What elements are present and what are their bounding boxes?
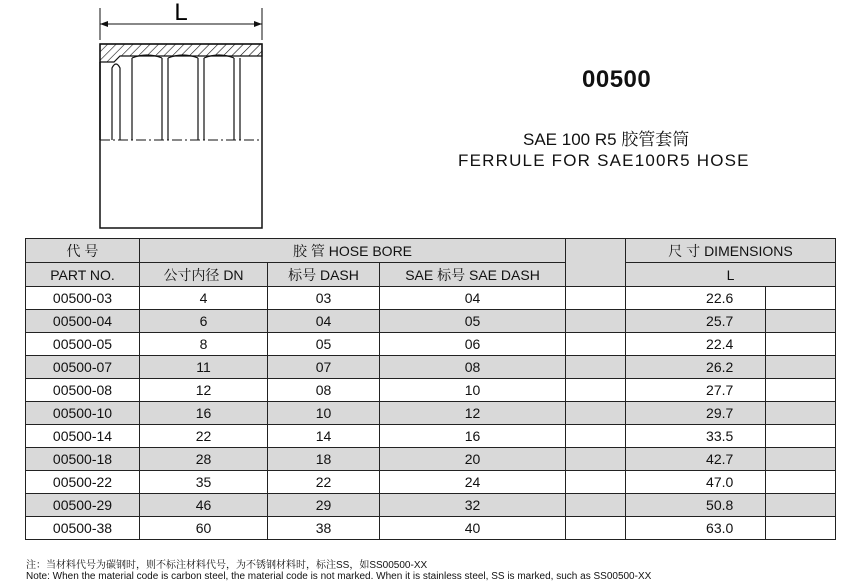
ferrule-drawing	[92, 0, 272, 232]
blank-cell-2	[766, 494, 836, 517]
part-no-cell: 00500-04	[26, 310, 140, 333]
part-no-cell: 00500-05	[26, 333, 140, 356]
blank-cell	[566, 517, 626, 540]
dn-cell: 12	[140, 379, 268, 402]
dash-cell: 05	[268, 333, 380, 356]
product-title-cn: SAE 100 R5 胶管套筒	[523, 130, 690, 149]
blank-cell	[566, 471, 626, 494]
sae-dash-cell: 05	[380, 310, 566, 333]
table-row	[26, 356, 836, 379]
l-cell: 22.6	[626, 287, 766, 310]
part-no-cell: 00500-03	[26, 287, 140, 310]
note-en: Note: When the material code is carbon steel, the material code is not marked. When it is stainless steel, SS is marked, such as SS00500-XX	[26, 571, 652, 582]
sae-dash-cell: 16	[380, 425, 566, 448]
blank-cell	[566, 356, 626, 379]
sae-dash-cell: 40	[380, 517, 566, 540]
sae-dash-cell: 10	[380, 379, 566, 402]
part-no-cell: 00500-08	[26, 379, 140, 402]
product-code: 00500	[582, 66, 652, 93]
dash-cell: 22	[268, 471, 380, 494]
dn-cell: 16	[140, 402, 268, 425]
l-cell: 42.7	[626, 448, 766, 471]
dn-cell: 35	[140, 471, 268, 494]
part-no-cell: 00500-38	[26, 517, 140, 540]
blank-cell-2	[766, 471, 836, 494]
dash-cell: 18	[268, 448, 380, 471]
l-cell: 50.8	[626, 494, 766, 517]
blank-cell	[566, 425, 626, 448]
part-no-cell: 00500-07	[26, 356, 140, 379]
table-body	[26, 287, 836, 540]
blank-cell-2	[766, 333, 836, 356]
header-part-no: PART NO.	[26, 263, 140, 287]
dn-cell: 46	[140, 494, 268, 517]
blank-cell-2	[766, 448, 836, 471]
part-no-cell: 00500-10	[26, 402, 140, 425]
table-row	[26, 425, 836, 448]
sae-dash-cell: 06	[380, 333, 566, 356]
header-l: L	[626, 263, 836, 287]
dimension-table	[25, 238, 836, 540]
sae-dash-cell: 32	[380, 494, 566, 517]
l-cell: 27.7	[626, 379, 766, 402]
table-row	[26, 517, 836, 540]
dn-cell: 6	[140, 310, 268, 333]
header-dn: 公寸内径 DN	[140, 263, 268, 287]
dn-cell: 28	[140, 448, 268, 471]
l-cell: 33.5	[626, 425, 766, 448]
dimension-table-wrap	[25, 238, 835, 540]
dash-cell: 04	[268, 310, 380, 333]
note-cn: 注：当材料代号为碳钢时，则不标注材料代号，为不锈钢材料时，标注SS，如SS00500-XX	[26, 560, 428, 571]
dn-cell: 11	[140, 356, 268, 379]
part-no-cell: 00500-18	[26, 448, 140, 471]
dash-cell: 03	[268, 287, 380, 310]
header-part-cn: 代 号	[26, 239, 140, 263]
sae-dash-cell: 08	[380, 356, 566, 379]
table-row	[26, 287, 836, 310]
blank-cell	[566, 333, 626, 356]
header-row-1	[26, 239, 836, 263]
blank-cell-2	[766, 402, 836, 425]
blank-cell-2	[766, 379, 836, 402]
table-row	[26, 310, 836, 333]
dn-cell: 22	[140, 425, 268, 448]
table-row	[26, 379, 836, 402]
dash-cell: 38	[268, 517, 380, 540]
table-row	[26, 448, 836, 471]
blank-cell	[566, 494, 626, 517]
part-no-cell: 00500-14	[26, 425, 140, 448]
blank-cell-2	[766, 517, 836, 540]
dash-cell: 14	[268, 425, 380, 448]
blank-cell	[566, 379, 626, 402]
blank-cell-2	[766, 425, 836, 448]
header-blank	[566, 239, 626, 287]
blank-cell-2	[766, 356, 836, 379]
dash-cell: 10	[268, 402, 380, 425]
l-cell: 47.0	[626, 471, 766, 494]
l-cell: 63.0	[626, 517, 766, 540]
product-title-en: FERRULE FOR SAE100R5 HOSE	[458, 151, 750, 170]
table-row	[26, 471, 836, 494]
header-dash: 标号 DASH	[268, 263, 380, 287]
dn-cell: 4	[140, 287, 268, 310]
dimension-label-l: L	[174, 0, 188, 26]
l-cell: 29.7	[626, 402, 766, 425]
dn-cell: 8	[140, 333, 268, 356]
dash-cell: 08	[268, 379, 380, 402]
dn-cell: 60	[140, 517, 268, 540]
blank-cell	[566, 402, 626, 425]
table-row	[26, 333, 836, 356]
header-row-2	[26, 263, 836, 287]
dash-cell: 29	[268, 494, 380, 517]
part-no-cell: 00500-29	[26, 494, 140, 517]
header-dimensions: 尺 寸 DIMENSIONS	[626, 239, 836, 263]
sae-dash-cell: 24	[380, 471, 566, 494]
table-row	[26, 402, 836, 425]
table-row	[26, 494, 836, 517]
blank-cell	[566, 310, 626, 333]
blank-cell-2	[766, 287, 836, 310]
header-hose-bore: 胶 管 HOSE BORE	[140, 239, 566, 263]
l-cell: 25.7	[626, 310, 766, 333]
part-no-cell: 00500-22	[26, 471, 140, 494]
ferrule-section-svg	[92, 0, 272, 232]
blank-cell	[566, 448, 626, 471]
header-sae-dash: SAE 标号 SAE DASH	[380, 263, 566, 287]
sae-dash-cell: 20	[380, 448, 566, 471]
dash-cell: 07	[268, 356, 380, 379]
blank-cell	[566, 287, 626, 310]
l-cell: 22.4	[626, 333, 766, 356]
sae-dash-cell: 12	[380, 402, 566, 425]
l-cell: 26.2	[626, 356, 766, 379]
sae-dash-cell: 04	[380, 287, 566, 310]
blank-cell-2	[766, 310, 836, 333]
